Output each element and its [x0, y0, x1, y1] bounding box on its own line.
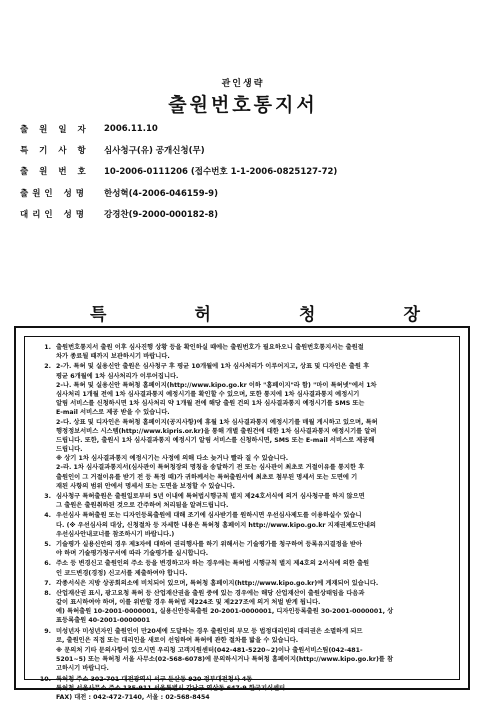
notice-text: 2-가. 특허 및 실용신안 출원은 심사청구 후 평균 10개월에 1차 심사처리가 이루어지고, 상표 및 디자인은 출원 후 평균 6개월에 1차 심사처리가 이루어집니다. 2-나. 특허 및 실용신안 특허청 홈페이지(http://www.kipo.go.kr 이하 "홈페이지"라 함) "마이 특허넷"에서 1차 심사처리 1개월 전에 1차 심사결과통지 예정시기를 확인할 수 있으며, 또한 통지에 1차 심사결과통지 예정시기 알림 서비스를 신청하시면 1차 심사처리 약 1개월 전에 해당 출원 건의 1차 심사결과통지 예정시기를 SMS 또는 E-mail 서비스로 제공 받을 수 있습니다. 2-다. 상표 및 디자인은 특허청 홈페이지(공지사항)에 휴월 1차 심사결과통지 예정시기를 매월 게시하고 있으며, 특허 행정정보서비스 시스템(http://www.kipris.or.kr)을 통해 개별 출원건에 대한 1차 심사결과통지 예정시기를 알려 드립니다. 또한, 출원시 1차 심사결과통지 예정시기 알림 서비스를 신청하시면, SMS 또는 E-mail 서비스로 제공해 드립니다. ※ 상기 1차 심사결과통지 예정시기는 사정에 의해 다소 늦거나 빨라 질 수 있습니다. 2-라. 1차 심사결과통지서(심사관이 특허청장의 명칭을 송달하기 전 또는 심사관이 최초로 거절이유를 통지한 후 출원인이 그 거절이유를 받기 전 등 특정 때)가 귀하께서는 특허출원서에 최초로 첨부된 명세서 또는 도면에 기 재된 사항의 범위 안에서 명세서 또는 도면을 보정할 수 있습니다. [56, 363, 378, 490]
notice-number: 8. [44, 589, 51, 597]
info-value: 2006.11.10 [104, 123, 158, 134]
issuer-char: 청 [299, 305, 316, 325]
notice-number [31, 646, 56, 674]
notice-number: 6. [44, 560, 51, 568]
issuer-char: 허 [194, 305, 211, 325]
notice-box [14, 326, 470, 701]
issuer-char: 특 [90, 305, 107, 325]
info-label: 출 원 번 호 [20, 167, 90, 178]
notice-item [31, 540, 453, 558]
info-value: 한성혁(4-2006-046159-9) [104, 188, 218, 199]
notice-text: 기술평가 실용신안의 경우 제3자에 대하여 권리행사를 하기 위해서는 기술평가를 청구하여 등록유지결정을 받아 야 하며 기술평가청구서에 따라 기술평가를 실시합니다. [56, 540, 363, 558]
issuer-char: 장 [403, 305, 420, 325]
application-info [20, 118, 480, 224]
notice-text: 특허청 주소 302-701 대전광역시 서구 둔산동 920 정부대전청사 4동 특허청 서울사무소 주소 135-911 서울특별시 강남구 역삼동 647-9 한국지식센터 FAX) 대전 : 042-472-7140, 서울 : 02-568-8454 [56, 675, 286, 701]
notice-item [31, 492, 453, 510]
notice-number: 4. [44, 512, 51, 520]
notice-list [31, 343, 453, 702]
notice-number: 7. [44, 579, 51, 587]
issuer-title [90, 300, 420, 325]
notice-item [31, 627, 453, 645]
notice-text: 각종서식은 지방 상공회의소에 비치되어 있으며, 특허청 홈페이지(http://www.kipo.go.kr)에 게재되어 있습니다. [56, 579, 379, 587]
info-row-filing-date [20, 118, 480, 139]
notice-text: ※ 문의처 기타 문의사항이 있으시면 우리청 고객지원센터(042-481-5220~2)이나 출원서비스팀(042-481- 5201~5) 또는 특허청 서울 사무소(02-568-6078)에 문의하시거나 특허청 홈페이지(http://www.kipo.go.kr)를 참 고하시기 바랍니다. [56, 647, 394, 673]
notice-item [31, 589, 453, 626]
notice-text: 우선심사 특허출원 또는 디자인등록출원에 대해 조기에 심사받기를 원하시면 우선심사제도를 이용하실수 있습니 다. (※ 우선심사의 대상, 신청절차 등 자세한 내용은 특허청 홈페이지 http://www.kipo.go.kr 지재권제도안내의 우선심사안내코너를 참조하시기 바랍니다.) [56, 512, 376, 538]
notice-number: 2. [44, 363, 51, 371]
notice-item [31, 559, 453, 577]
info-row-special-notes [20, 139, 480, 160]
info-value: 심사청구(유) 공개신청(무) [104, 145, 205, 156]
info-label: 특 기 사 항 [20, 145, 90, 156]
notice-item [31, 343, 453, 361]
notice-item [31, 511, 453, 539]
info-label: 출 원 일 자 [20, 124, 90, 135]
info-value: 강경찬(9-2000-000182-8) [104, 209, 218, 220]
notice-item [31, 646, 453, 674]
notice-number: 5. [44, 540, 51, 548]
info-label: 대리인 성명 [20, 209, 89, 220]
notice-number: 10. [39, 675, 51, 683]
notice-number: 1. [44, 344, 51, 351]
info-row-application-number [20, 161, 480, 182]
info-row-applicant-name [20, 182, 480, 203]
stamp-omitted-label: 관인생략 [221, 79, 265, 89]
notice-item [31, 362, 453, 491]
notice-number: 3. [44, 493, 51, 500]
info-value: 10-2006-0111206 (접수번호 1-1-2006-0825127-72) [104, 167, 338, 178]
notice-text: 미성년자 미성년자인 출원인이 만20세에 도달하는 경우 출원인의 부모 등 법정대리인의 대리권은 소멸하게 되므 로, 출원인은 직접 또는 대리인을 새로이 선임하여 특허에 관한 절차를 밟을 수 있습니다. [56, 627, 363, 644]
notice-number: 9. [44, 627, 51, 635]
notice-item [31, 579, 453, 588]
notice-text: 심사청구 특허출원은 출원일로부터 5년 이내에 특허법시행규칙 별지 제24호서식에 의거 심사청구를 하지 않으면 그 출원은 출원취하된 것으로 간주하여 처리됨을 알려드립니다. [56, 493, 365, 510]
notice-item [31, 675, 453, 703]
info-row-agent-name [20, 203, 480, 224]
info-label: 출원인 성명 [20, 188, 89, 199]
notice-text: 출원번호통지서 출원 이후 심사진행 상황 등을 확인하실 때에는 출원번호가 필요하오니 출원번호통지서는 출원절 차가 종료될 때까지 보관하시기 바랍니다. [56, 344, 364, 361]
notice-box-inner [24, 336, 460, 701]
notice-text: 산업재산권 표시, 광고요청 특허 등 산업재산권을 출원 중에 있는 경우에는 해당 산업재산이 출원상태임을 다음과 같이 표시하여야 하며, 이를 위반할 경우 특허법 제224조 및 제227조에 의거 처벌 받게 됩니다. 예) 특허출원 10-2001-0000001, 실용신안등록출원 20-2001-0000001, 디자인등록출원 30-2001-0000001, 상 표등록출원 40-2001-0000001 [56, 589, 394, 625]
notice-text: 주소 등 변경신고 출원인의 주소 등을 변경하고자 하는 경우에는 특허법 시행규칙 별지 제4호의 2서식에 의한 출원 인 코드변경(경정) 신고서를 제출하여야 합니다. [56, 560, 370, 577]
document-title: 출원번호통지서 [168, 94, 318, 116]
